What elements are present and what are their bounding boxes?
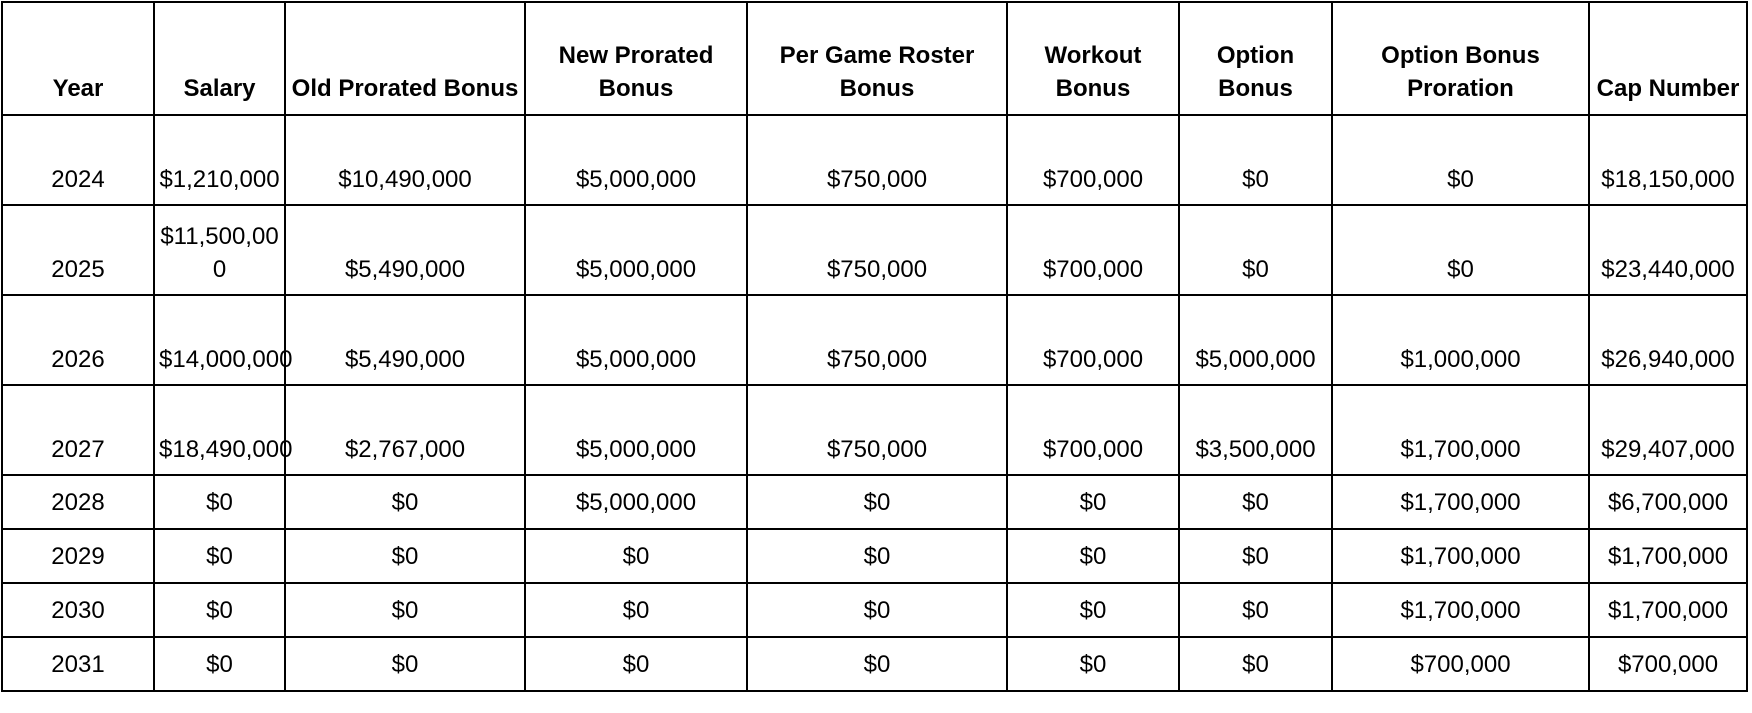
cell-cap-number: $6,700,000 [1589, 475, 1747, 529]
cell-workout-bonus: $0 [1007, 475, 1179, 529]
cell-cap-number: $1,700,000 [1589, 529, 1747, 583]
column-header-workout-bonus: Workout Bonus [1007, 2, 1179, 115]
cell-option-bonus-proration: $700,000 [1332, 637, 1589, 691]
cell-per-game-roster-bonus: $750,000 [747, 295, 1007, 385]
cell-new-prorated-bonus: $0 [525, 529, 747, 583]
cell-workout-bonus: $0 [1007, 583, 1179, 637]
column-header-new-prorated-bonus: New Prorated Bonus [525, 2, 747, 115]
cell-year: 2024 [2, 115, 154, 205]
cell-option-bonus: $0 [1179, 205, 1332, 295]
cell-new-prorated-bonus: $5,000,000 [525, 475, 747, 529]
cell-year: 2029 [2, 529, 154, 583]
cell-option-bonus: $0 [1179, 637, 1332, 691]
cell-option-bonus-proration: $1,700,000 [1332, 475, 1589, 529]
table-row [2, 115, 1747, 205]
cell-year: 2031 [2, 637, 154, 691]
column-header-old-prorated-bonus: Old Prorated Bonus [285, 2, 525, 115]
cell-old-prorated-bonus: $10,490,000 [285, 115, 525, 205]
cell-option-bonus: $0 [1179, 475, 1332, 529]
cell-old-prorated-bonus: $2,767,000 [285, 385, 525, 475]
cell-per-game-roster-bonus: $0 [747, 637, 1007, 691]
cell-salary: $1,210,000 [154, 115, 285, 205]
cell-option-bonus: $5,000,000 [1179, 295, 1332, 385]
table-row [2, 475, 1747, 529]
cell-workout-bonus: $700,000 [1007, 115, 1179, 205]
cap-table [1, 1, 1748, 692]
cell-year: 2027 [2, 385, 154, 475]
cell-salary: $0 [154, 637, 285, 691]
cell-option-bonus-proration: $0 [1332, 205, 1589, 295]
cell-option-bonus: $0 [1179, 583, 1332, 637]
column-header-year: Year [2, 2, 154, 115]
cell-year: 2025 [2, 205, 154, 295]
cell-cap-number: $1,700,000 [1589, 583, 1747, 637]
cell-salary: $14,000,000 [154, 295, 285, 385]
cell-old-prorated-bonus: $5,490,000 [285, 205, 525, 295]
cell-per-game-roster-bonus: $0 [747, 475, 1007, 529]
cell-per-game-roster-bonus: $750,000 [747, 205, 1007, 295]
cell-per-game-roster-bonus: $750,000 [747, 385, 1007, 475]
cell-salary: $0 [154, 475, 285, 529]
column-header-option-bonus: Option Bonus [1179, 2, 1332, 115]
cell-option-bonus-proration: $0 [1332, 115, 1589, 205]
table-row [2, 385, 1747, 475]
cell-option-bonus-proration: $1,700,000 [1332, 529, 1589, 583]
cell-salary: $0 [154, 583, 285, 637]
cell-workout-bonus: $700,000 [1007, 385, 1179, 475]
column-header-per-game-roster-bonus: Per Game Roster Bonus [747, 2, 1007, 115]
column-header-option-bonus-proration: Option Bonus Proration [1332, 2, 1589, 115]
cell-new-prorated-bonus: $5,000,000 [525, 295, 747, 385]
cell-workout-bonus: $0 [1007, 637, 1179, 691]
cell-cap-number: $23,440,000 [1589, 205, 1747, 295]
cell-option-bonus-proration: $1,000,000 [1332, 295, 1589, 385]
cell-salary: $11,500,000 [154, 205, 285, 295]
cell-year: 2026 [2, 295, 154, 385]
cell-old-prorated-bonus: $5,490,000 [285, 295, 525, 385]
cell-per-game-roster-bonus: $0 [747, 583, 1007, 637]
cell-new-prorated-bonus: $0 [525, 637, 747, 691]
cell-year: 2030 [2, 583, 154, 637]
table-row [2, 583, 1747, 637]
column-header-cap-number: Cap Number [1589, 2, 1747, 115]
cell-old-prorated-bonus: $0 [285, 637, 525, 691]
table-body [2, 115, 1747, 691]
table-header [2, 2, 1747, 115]
cell-year: 2028 [2, 475, 154, 529]
cell-option-bonus-proration: $1,700,000 [1332, 385, 1589, 475]
cell-new-prorated-bonus: $5,000,000 [525, 115, 747, 205]
cell-option-bonus: $0 [1179, 115, 1332, 205]
cell-option-bonus: $0 [1179, 529, 1332, 583]
table-row [2, 637, 1747, 691]
table-row [2, 205, 1747, 295]
cell-old-prorated-bonus: $0 [285, 583, 525, 637]
cell-per-game-roster-bonus: $750,000 [747, 115, 1007, 205]
cell-cap-number: $18,150,000 [1589, 115, 1747, 205]
cell-old-prorated-bonus: $0 [285, 529, 525, 583]
cell-workout-bonus: $0 [1007, 529, 1179, 583]
header-row [2, 2, 1747, 115]
cell-workout-bonus: $700,000 [1007, 295, 1179, 385]
cell-old-prorated-bonus: $0 [285, 475, 525, 529]
cell-per-game-roster-bonus: $0 [747, 529, 1007, 583]
cell-option-bonus-proration: $1,700,000 [1332, 583, 1589, 637]
cell-salary: $18,490,000 [154, 385, 285, 475]
table-row [2, 295, 1747, 385]
table-row [2, 529, 1747, 583]
cell-cap-number: $26,940,000 [1589, 295, 1747, 385]
cell-salary: $0 [154, 529, 285, 583]
cell-new-prorated-bonus: $0 [525, 583, 747, 637]
cell-new-prorated-bonus: $5,000,000 [525, 205, 747, 295]
column-header-salary: Salary [154, 2, 285, 115]
cell-option-bonus: $3,500,000 [1179, 385, 1332, 475]
cell-workout-bonus: $700,000 [1007, 205, 1179, 295]
cell-cap-number: $29,407,000 [1589, 385, 1747, 475]
cell-cap-number: $700,000 [1589, 637, 1747, 691]
cell-new-prorated-bonus: $5,000,000 [525, 385, 747, 475]
